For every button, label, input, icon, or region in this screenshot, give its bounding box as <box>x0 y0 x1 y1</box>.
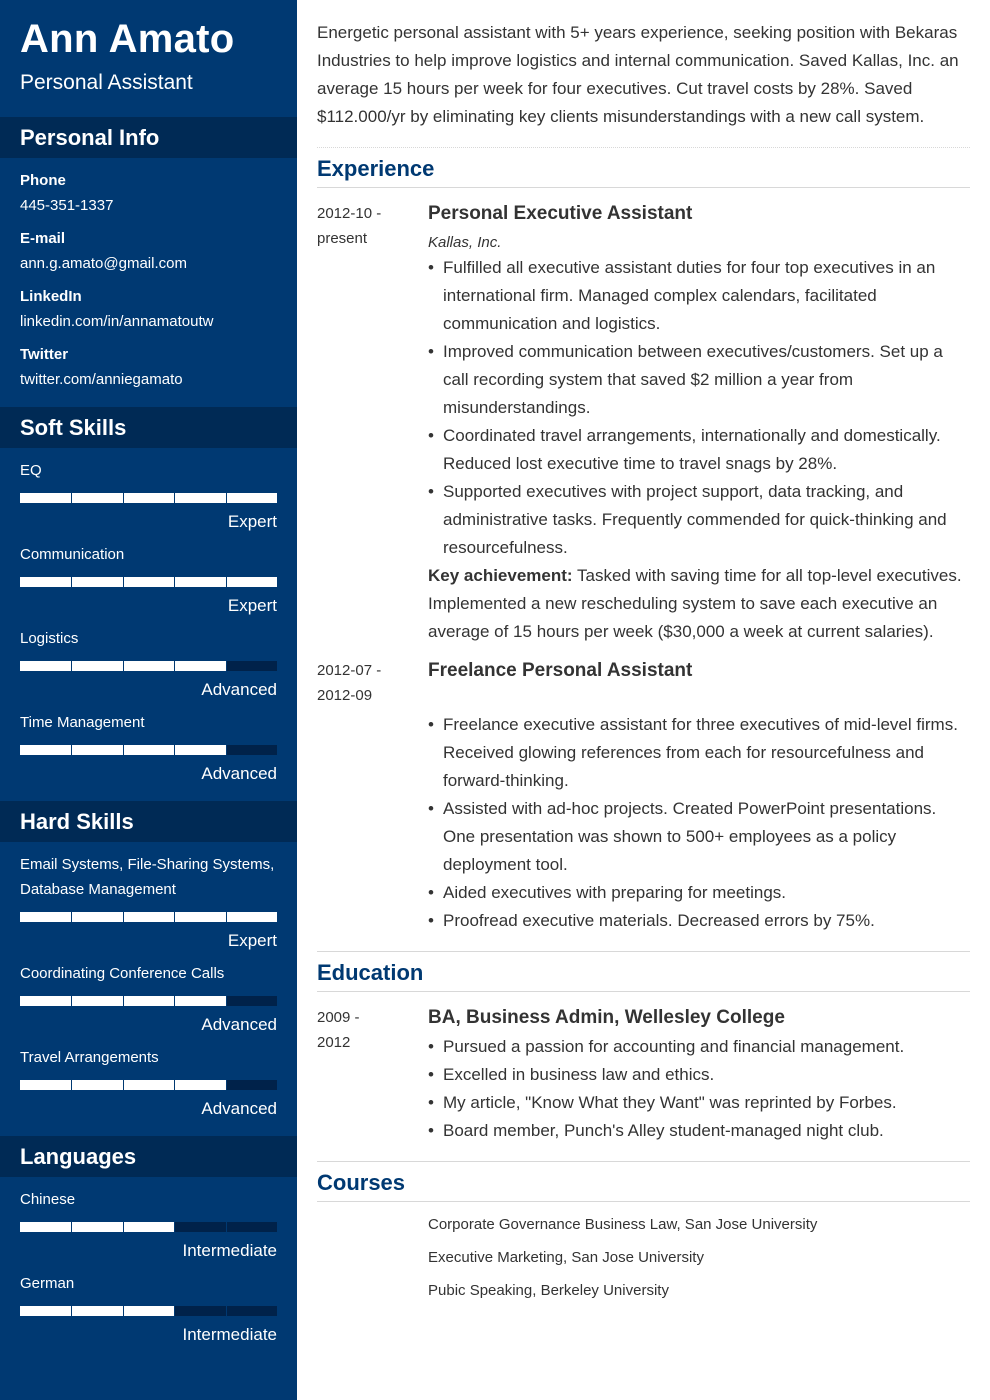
bar-segment-separator <box>174 577 175 587</box>
bar-segment-separator <box>226 493 227 503</box>
skill-level: Expert <box>227 931 277 950</box>
summary: Energetic personal assistant with 5+ years experience, seeking position with Bekaras Industries to help improve logistics and internal communication. Saved Kallas, Inc. an average 15 hours per week for four executives. Cut travel costs by 28%. Saved $112.000/yr by eliminating key clients misunderstandings with a new call system. <box>317 23 959 126</box>
skill-bar <box>20 577 277 587</box>
bar-segment-separator <box>123 996 124 1006</box>
bar-segment-separator <box>123 577 124 587</box>
skill-name: Travel Arrangements <box>20 1049 159 1066</box>
list-item: • Excelled in business law and ethics. <box>428 1061 968 1089</box>
skill-level: Expert <box>227 512 277 531</box>
list-item: • Improved communication between executives/customers. Set up a call recording system that saved $2 million a year from misunderstandings. <box>428 338 968 422</box>
skill-bar <box>20 745 277 755</box>
job-company: Kallas, Inc. <box>428 234 502 251</box>
key-achievement <box>428 562 968 646</box>
skill-name: Time Management <box>20 714 145 731</box>
bar-segment-separator <box>226 745 227 755</box>
skill-level: Advanced <box>201 764 277 783</box>
bar-segment-separator <box>123 1222 124 1232</box>
language-level: Intermediate <box>182 1241 277 1260</box>
soft-skills-heading: Soft Skills <box>0 407 297 448</box>
bar-segment-separator <box>174 745 175 755</box>
list-item: • Pursued a passion for accounting and financial management. <box>428 1033 968 1061</box>
twitter-label: Twitter <box>20 346 69 363</box>
bar-segment-separator <box>226 912 227 922</box>
bar-segment-separator <box>174 661 175 671</box>
bar-segment-separator <box>71 745 72 755</box>
skill-bar-fill <box>20 493 277 503</box>
skill-item <box>20 710 277 785</box>
job-date-end: 2012-09 <box>317 687 373 704</box>
bar-segment-separator <box>71 912 72 922</box>
skill-item <box>20 458 277 533</box>
course-item: Pubic Speaking, Berkeley University <box>428 1282 669 1299</box>
bar-segment-separator <box>226 661 227 671</box>
skill-level: Advanced <box>201 1015 277 1034</box>
divider <box>317 1161 970 1162</box>
sidebar <box>0 0 297 1400</box>
bar-segment-separator <box>123 912 124 922</box>
language-bar <box>20 1222 277 1232</box>
skill-name: Coordinating Conference Calls <box>20 965 225 982</box>
skill-name: Email Systems, File-Sharing Systems, Database Management <box>20 856 275 898</box>
skill-level: Advanced <box>201 1099 277 1118</box>
phone-label: Phone <box>20 172 66 189</box>
skill-item <box>20 852 277 952</box>
education-title: BA, Business Admin, Wellesley College <box>428 1007 785 1028</box>
bar-segment-separator <box>226 996 227 1006</box>
bar-segment-separator <box>71 996 72 1006</box>
key-achievement-label: Key achievement: <box>428 566 573 585</box>
bar-segment-separator <box>174 493 175 503</box>
job-title: Freelance Personal Assistant <box>428 660 693 681</box>
language-name: German <box>20 1275 75 1292</box>
education-heading: Education <box>317 960 424 985</box>
key-achievement-text: Tasked with saving time for all top-level executives. Implemented a new rescheduling system to save each executive an average of 15 hours per week ($30,000 a week at current salaries). <box>428 566 962 641</box>
job-bullets <box>428 254 968 562</box>
course-item: Executive Marketing, San Jose University <box>428 1249 704 1266</box>
candidate-name: Ann Amato <box>20 17 235 61</box>
skill-bar <box>20 493 277 503</box>
bar-segment-separator <box>71 1222 72 1232</box>
hard-skills-heading: Hard Skills <box>0 801 297 842</box>
email-value: ann.g.amato@gmail.com <box>20 255 187 272</box>
skill-item <box>20 961 277 1036</box>
bar-segment-separator <box>71 493 72 503</box>
bar-segment-separator <box>123 745 124 755</box>
skill-level: Expert <box>227 596 277 615</box>
bar-segment-separator <box>226 1222 227 1232</box>
job-date-start: 2012-10 - <box>317 205 382 222</box>
list-item: • Coordinated travel arrangements, internationally and domestically. Reduced lost executive time to travel snags by 28%. <box>428 422 968 478</box>
bar-segment-separator <box>226 1306 227 1316</box>
bar-segment-separator <box>71 1080 72 1090</box>
education-bullets <box>428 1033 968 1145</box>
language-bar <box>20 1306 277 1316</box>
courses-heading: Courses <box>317 1170 406 1195</box>
linkedin-label: LinkedIn <box>20 288 82 305</box>
personal-info-heading: Personal Info <box>0 117 297 158</box>
bar-segment-separator <box>174 1080 175 1090</box>
list-item: • My article, "Know What they Want" was reprinted by Forbes. <box>428 1089 968 1117</box>
linkedin-value: linkedin.com/in/annamatoutw <box>20 313 214 330</box>
bar-segment-separator <box>71 1306 72 1316</box>
bar-segment-separator <box>226 577 227 587</box>
job-date-start: 2012-07 - <box>317 662 382 679</box>
list-item: • Fulfilled all executive assistant duties for four top executives in an international firm. Managed complex calendars, facilitated communication and logistics. <box>428 254 968 338</box>
list-item: • Proofread executive materials. Decreased errors by 75%. <box>428 907 968 935</box>
bar-segment-separator <box>174 1306 175 1316</box>
skill-bar <box>20 996 277 1006</box>
skill-bar <box>20 661 277 671</box>
education-date-start: 2009 - <box>317 1009 360 1026</box>
skill-bar-fill <box>20 912 277 922</box>
skill-bar-fill <box>20 577 277 587</box>
bar-segment-separator <box>226 1080 227 1090</box>
language-name: Chinese <box>20 1191 76 1208</box>
education-date-end: 2012 <box>317 1034 351 1051</box>
bar-segment-separator <box>71 661 72 671</box>
twitter-value: twitter.com/anniegamato <box>20 371 183 388</box>
divider <box>317 1201 970 1202</box>
bar-segment-separator <box>123 1080 124 1090</box>
job-bullets <box>428 711 968 935</box>
bar-segment-separator <box>123 493 124 503</box>
email-label: E-mail <box>20 230 66 247</box>
divider <box>317 147 970 148</box>
bar-segment-separator <box>174 1222 175 1232</box>
job-date-end: present <box>317 230 368 247</box>
skill-name: Logistics <box>20 630 79 647</box>
language-item <box>20 1187 277 1262</box>
skill-name: EQ <box>20 462 42 479</box>
course-item: Corporate Governance Business Law, San Jose University <box>428 1216 818 1233</box>
list-item: • Board member, Punch's Alley student-managed night club. <box>428 1117 968 1145</box>
experience-heading: Experience <box>317 156 435 181</box>
language-bar-fill <box>20 1222 174 1232</box>
language-item <box>20 1271 277 1346</box>
skill-item <box>20 1045 277 1120</box>
bar-segment-separator <box>71 577 72 587</box>
divider <box>317 187 970 188</box>
list-item: • Supported executives with project support, data tracking, and administrative tasks. Frequently commended for quick-thinking and resourcefulness. <box>428 478 968 562</box>
languages-heading: Languages <box>0 1136 297 1177</box>
language-level: Intermediate <box>182 1325 277 1344</box>
divider <box>317 951 970 952</box>
bar-segment-separator <box>123 661 124 671</box>
skill-item <box>20 542 277 617</box>
bar-segment-separator <box>123 1306 124 1316</box>
bar-segment-separator <box>174 996 175 1006</box>
list-item: • Assisted with ad-hoc projects. Created PowerPoint presentations. One presentation was shown to 500+ employees as a policy deployment tool. <box>428 795 968 879</box>
phone-value: 445-351-1337 <box>20 197 114 214</box>
list-item: • Aided executives with preparing for meetings. <box>428 879 968 907</box>
list-item: • Freelance executive assistant for three executives of mid-level firms. Received glowing references from each for resourcefulness and forward-thinking. <box>428 711 968 795</box>
divider <box>317 991 970 992</box>
candidate-role: Personal Assistant <box>20 71 193 94</box>
language-bar-fill <box>20 1306 174 1316</box>
bar-segment-separator <box>174 912 175 922</box>
skill-item <box>20 626 277 701</box>
skill-name: Communication <box>20 546 125 563</box>
job-title: Personal Executive Assistant <box>428 203 693 224</box>
skill-level: Advanced <box>201 680 277 699</box>
skill-bar <box>20 912 277 922</box>
skill-bar <box>20 1080 277 1090</box>
